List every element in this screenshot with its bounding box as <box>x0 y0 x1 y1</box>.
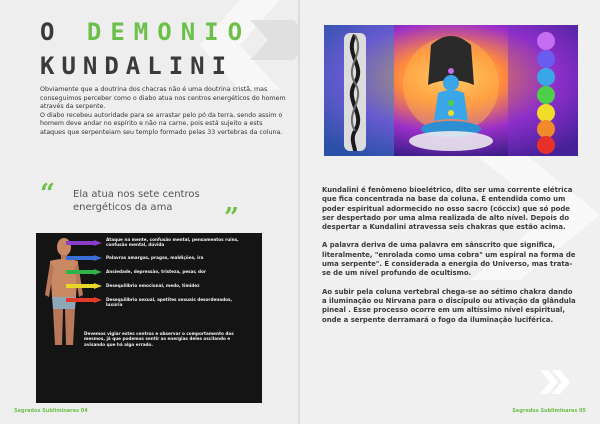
chakra-label: Desequilíbrio emocional, medo, timidez <box>106 283 200 288</box>
body-paragraph: Kundalini é fenômeno bioelétrico, dito ser uma corrente elétrica que fica concentrada na base da coluna. É entendida como um poder espiritual adormecido no osso sacro (cóccix) que só pode ser despertado por uma alma realizada de alto nível. Depois do despertar a Kundalini atravessa seis chakras que estão acima. <box>322 186 573 232</box>
intro-text <box>40 86 286 138</box>
page-title-line2: KUNDALINI <box>40 52 234 80</box>
pull-quote <box>40 179 255 233</box>
intro-paragraph: Obviamente que a doutrina dos chacras não é uma doutrina cristã, mas conseguimos perceber como o diabo atua nos centros energéticos do homem através da serpente. <box>40 86 286 111</box>
page-title <box>40 18 251 46</box>
chakra-arrow-icon <box>66 255 102 261</box>
chakra-image-caption: Devemos vigiar estes centros e observar o comportamento dos mesmos, já que podemos sentir as energias deles oscilando e avisando que há algo errado. <box>84 331 234 347</box>
title-highlight: DEMONIO <box>86 18 252 46</box>
chakra-label: Desequilíbrio sexual, apetites sexuais desordenados, luxúria <box>106 297 233 308</box>
chakra-label: Ataque na mente, confusão mental, pensamentos ruins, confusão mental, dúvida <box>106 237 239 248</box>
page-footer: Segredos Subliminares 04 <box>14 408 88 414</box>
right-page <box>300 0 600 424</box>
human-figure-icon <box>42 237 86 347</box>
chakra-arrow-icon <box>66 269 102 275</box>
intro-paragraph: O diabo recebeu autoridade para se arrastar pelo pó da terra, sendo assim o homem deve andar no espírito e não na carne, pois está sujeito a ests ataques que serpenteiam seu templo formado pelas 33 vertebras da coluna. <box>40 111 283 136</box>
body-paragraph: Ao subir pela coluna vertebral chega-se ao sétimo chakra dando a iluminação ou Nirvana para o discípulo ou ativação da glândula pineal . Esse processo ocorre em um altíssimo nível espiritual, onde a serpente derramará o fogo da iluminação luciférica. <box>322 287 576 324</box>
decorative-chevron-icon <box>538 370 578 394</box>
kundalini-meditation-image <box>324 25 578 156</box>
chakra-label: Ansiedade, depressão, tristeza, pesar, dor <box>106 269 206 274</box>
page-footer: Segredos Subliminares 05 <box>512 408 586 414</box>
chakra-arrow-icon <box>66 297 102 303</box>
body-text <box>322 186 578 334</box>
chakra-arrow-icon <box>66 283 102 289</box>
chakra-arrow-icon <box>66 240 102 246</box>
quote-close-icon: ” <box>224 203 239 233</box>
body-paragraph: A palavra deriva de uma palavra em sânscrito que significa, literalmente, "enrolada como uma cobra" um espiral na forma de uma serpente". É considerada a energia do Universo, mas trata-se de um nível profundo de ocultismo. <box>322 241 576 278</box>
pull-quote-text: Ela atua nos sete centros energéticos da ama <box>73 189 200 213</box>
kundalini-illustration-icon <box>324 25 578 156</box>
chakra-label: Palavras amargas, pragas, maldições, ira <box>106 255 204 260</box>
quote-open-icon: “ <box>40 179 55 209</box>
chakra-figure-image <box>36 233 262 403</box>
title-prefix: O <box>40 18 87 46</box>
